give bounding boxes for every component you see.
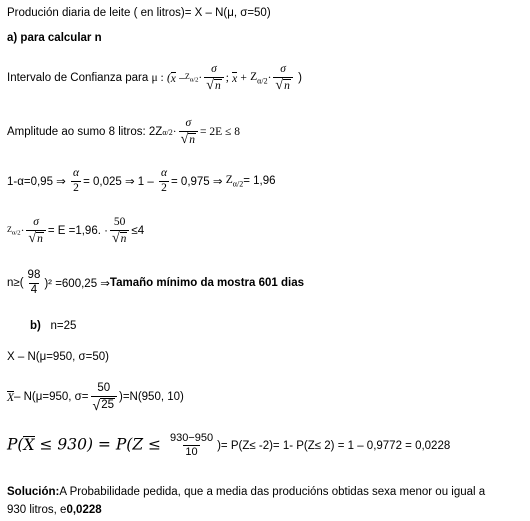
ninety-eight-over-four: $\frac{98}{4}$	[27, 269, 41, 296]
fifty-over-root-25: 50 √ 25	[91, 383, 117, 412]
amplitude-line: Amplitude ao sumo 8 litros: 2Z α/2 · σ √ n = 2E ≤ 8	[7, 117, 240, 147]
alpha-over-two-2: $\frac{\alpha}{2}$	[160, 167, 168, 194]
sigma-over-root-n-4: σ √ n	[26, 217, 45, 246]
z-alpha-half: $Z_{\alpha/2}$	[184, 72, 199, 85]
sigma-over-root-n: σ √ n	[204, 64, 223, 93]
margin-error-line: $Z_{\alpha/2}$ · σ √ n = E =1,96. · 50 √ n ≤4	[7, 216, 145, 246]
fifty-over-root-n: 50 √ n	[110, 217, 129, 246]
given-distribution: Produción diaria de leite ( en litros)= X – N(μ, σ=50)	[7, 7, 271, 19]
probability-expression: P(X ≤ 930) = P(Z ≤ $\frac{930-950}{10}$	[7, 432, 214, 458]
section-b-heading: b) n=25	[30, 320, 77, 332]
solution-line: Solución: A Probabilidade pedida, que a media das producións obtidas sexa menor ou igual a	[7, 486, 486, 498]
alpha-over-two: $\frac{\alpha}{2}$	[73, 167, 80, 194]
sigma-over-root-n-2: σ √ n	[273, 64, 292, 93]
population-distribution: X – N(μ=950, σ=50)	[7, 351, 109, 363]
alpha-line: 1-α=0,95 ⇒ $\frac{\alpha}{2}$ = 0,025 ⇒ 1 – $\frac{\alpha}{2}$ = 0,975 ⇒ $Z_{\alpha/2}$ = 1,96	[7, 167, 276, 194]
solution-line-2: 930 litros, e 0,0228	[7, 504, 102, 516]
probability-line: P(X ≤ 930) = P(Z ≤ $\frac{930-950}{10}$ )= P(Z≤ -2)= 1- P(Z≤ 2) = 1 – 0,9772 = 0,0228	[7, 432, 451, 458]
sample-size-line: n≥( $\frac{98}{4}$ )² =600,25 ⇒ Tamaño mínimo da mostra 601 dias	[7, 269, 304, 296]
section-a-heading: a) para calcular n	[7, 32, 102, 44]
sigma-over-root-n-3: σ √ n	[179, 118, 198, 147]
z-score-fraction: $\frac{930-950}{10}$	[169, 432, 214, 458]
sample-mean-distribution: X – N(μ=950, σ= 50 √ 25 )=N(950, 10)	[7, 382, 184, 413]
confidence-interval-line: Intervalo de Confianza para μ : ( x – $Z_{\alpha/2}$ · σ √ n ; x + $Z_{\alpha/2}$ · σ √ n )	[7, 63, 302, 93]
